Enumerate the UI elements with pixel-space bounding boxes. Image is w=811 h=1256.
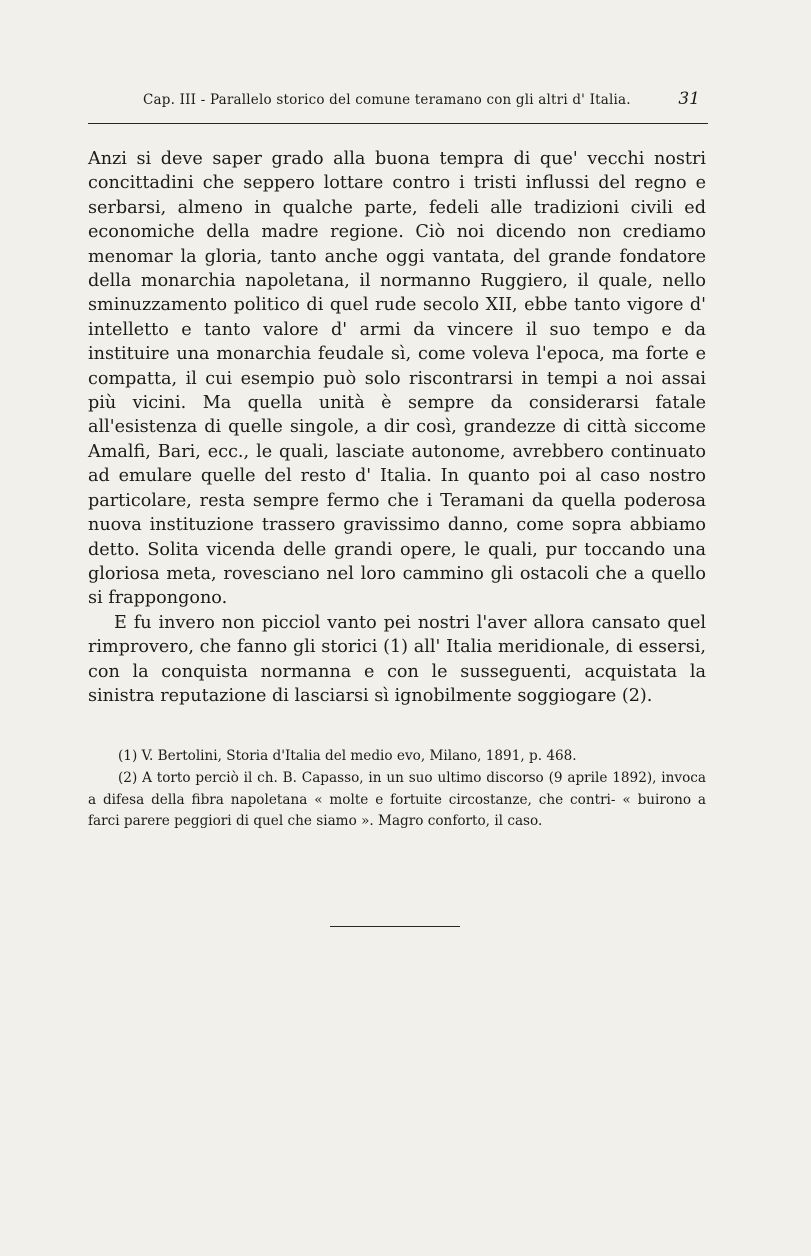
running-title: Cap. III - Parallelo storico del comune teramano con gli altri d' Italia. (143, 92, 631, 108)
paragraph-1: Anzi si deve saper grado alla buona tempra di que' vecchi nostri concittadini che seppero lottare contro i tristi influssi del regno e serbarsi, almeno in qualche parte, fedeli alle tradizioni civili ed economiche della madre regione. Ciò noi dicendo non crediamo menomar la gloria, tanto anche oggi vantata, del grande fondatore della monarchia napoletana, il normanno Ruggiero, il quale, nello sminuzzamento politico di quel rude secolo XII, ebbe tanto vigore d' intelletto e tanto valore d' armi da vincere il suo tempo e da instituire una monarchia feudale sì, come voleva l'epoca, ma forte e compatta, il cui esempio può solo riscontrarsi in tempi a noi assai più vicini. Ma quella unità è sempre da considerarsi fatale all'esistenza di quelle singole, a dir così, grandezze di città siccome Amalfi, Bari, ecc., le quali, lasciate autonome, avrebbero continuato ad emulare quelle del resto d' Italia. In quanto poi al caso nostro particolare, resta sempre fermo che i Teramani da quella poderosa nuova instituzione trassero gravissimo danno, come sopra abbiamo detto. Solita vicenda delle grandi opere, le quali, pur toccando una gloriosa meta, rovesciano nel loro cammino gli ostacoli che a quello si frappongono. (88, 149, 706, 609)
body-text (88, 147, 706, 708)
page-number: 31 (678, 89, 700, 109)
header-rule (88, 123, 708, 124)
section-end-rule (330, 926, 460, 927)
paragraph-2: E fu invero non picciol vanto pei nostri l'aver allora cansato quel rimprovero, che fanno gli storici (1) all' Italia meridionale, di essersi, con la conquista normanna e con le susseguenti, acquistata la sinistra reputazione di lasciarsi sì ignobilmente soggiogare (2). (88, 612, 706, 706)
footnote-1: (1) V. Bertolini, Storia d'Italia del medio evo, Milano, 1891, p. 468. (118, 748, 577, 764)
footnote-2: (2) A torto perciò il ch. B. Capasso, in un suo ultimo discorso (9 aprile 1892), invoca a difesa della fibra napoletana « molte e fortuite circostanze, che contri- « buirono a farci parere peggiori di quel che siamo ». Magro conforto, il caso. (88, 769, 706, 830)
footnotes (88, 746, 706, 833)
running-head (88, 89, 708, 114)
